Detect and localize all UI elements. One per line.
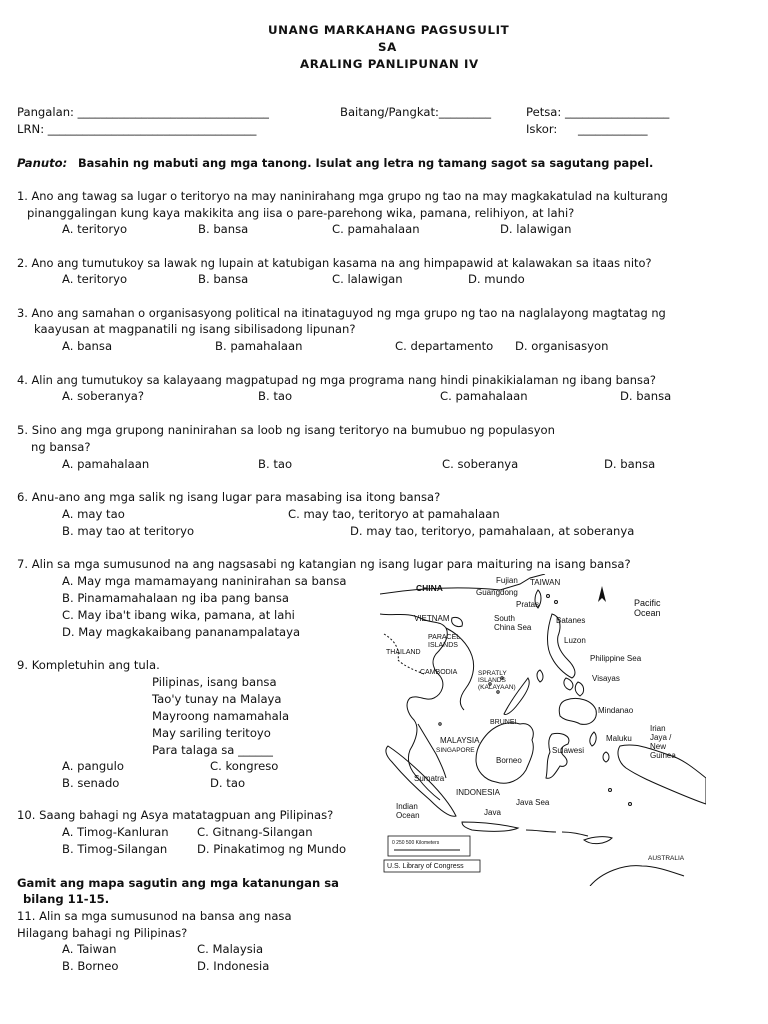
poem-line: Para talaga sa ______	[152, 743, 273, 757]
q4-choice-a[interactable]: A. soberanya?	[62, 389, 145, 403]
question-3: 3. Ano ang samahan o organisasyong political na itinataguyod ng mga grupo ng tao na naglalayong magtatag ng	[17, 306, 666, 320]
q5-choice-d[interactable]: D. bansa	[604, 457, 656, 471]
q1-choice-b[interactable]: B. bansa	[198, 222, 249, 236]
q10-choice-a[interactable]: A. Timog-Kanluran	[62, 825, 169, 839]
map-label-cambodia: CAMBODIA	[420, 669, 458, 676]
map-label-australia: AUSTRALIA	[648, 855, 685, 862]
q9-choice-a[interactable]: A. pangulo	[62, 759, 124, 773]
q7-choice-b[interactable]: B. Pinamamahalaan ng iba pang bansa	[62, 591, 290, 605]
map-label-fujian: Fujian	[496, 576, 518, 585]
q5-choice-c[interactable]: C. soberanya	[442, 457, 519, 471]
exam-title-sa: SA	[378, 40, 397, 54]
map-label-taiwan: TAIWAN	[530, 578, 561, 587]
map-label-irian: Irian Jaya / New Guinea	[650, 724, 676, 760]
exam-title: UNANG MARKAHANG PAGSUSULIT	[268, 23, 510, 37]
q1-choice-c[interactable]: C. pamahalaan	[332, 222, 420, 236]
map-label-sulawesi: Sulawesi	[552, 746, 585, 755]
q10-choice-c[interactable]: C. Gitnang-Silangan	[197, 825, 313, 839]
q11-choice-a[interactable]: A. Taiwan	[62, 942, 117, 956]
q11-choice-b[interactable]: B. Borneo	[62, 959, 119, 973]
question-10: 10. Saang bahagi ng Asya matatagpuan ang Pilipinas?	[17, 808, 334, 822]
exam-subject: ARALING PANLIPUNAN IV	[300, 57, 479, 71]
map-label-spratly: SPRATLY ISLANDS (KALAYAAN)	[478, 670, 516, 691]
map-label-malaysia: MALAYSIA	[440, 736, 480, 745]
sulawesi-island	[546, 733, 569, 778]
q3-choice-d[interactable]: D. organisasyon	[515, 339, 609, 353]
q5-choice-b[interactable]: B. tao	[258, 457, 293, 471]
java-island	[462, 822, 518, 831]
baitang-field[interactable]: Baitang/Pangkat:_________	[340, 105, 492, 119]
q3-choice-a[interactable]: A. bansa	[62, 339, 113, 353]
map-label-south-china-sea: South China Sea	[494, 614, 532, 632]
poem-line: Tao'y tunay na Malaya	[152, 692, 282, 706]
q2-choice-b[interactable]: B. bansa	[198, 272, 249, 286]
map-label-pratas: Pratas	[516, 600, 540, 609]
q7-choice-a[interactable]: A. May mga mamamayang naninirahan sa bansa	[62, 574, 347, 588]
poem-line: Mayroong namamahala	[152, 709, 290, 723]
borneo-island	[476, 723, 533, 783]
q1-choice-a[interactable]: A. teritoryo	[62, 222, 128, 236]
question-6: 6. Anu-ano ang mga salik ng isang lugar para masabing isa itong bansa?	[17, 490, 441, 504]
map-credit: U.S. Library of Congress	[387, 863, 464, 870]
q6-choice-d[interactable]: D. may tao, teritoryo, pamahalaan, at soberanya	[350, 524, 635, 538]
map-label-batanes: Batanes	[556, 616, 586, 625]
q3-choice-b[interactable]: B. pamahalaan	[215, 339, 303, 353]
southeast-asia-map	[380, 574, 706, 886]
map-label-maluku: Maluku	[606, 734, 632, 743]
lrn-field[interactable]: LRN: ____________________________________	[17, 122, 257, 136]
map-label-indian-ocean: Indian Ocean	[396, 802, 420, 820]
map-instructions-cont: bilang 11-15.	[23, 892, 110, 906]
question-11: 11. Alin sa mga sumusunod na bansa ang nasa	[17, 909, 292, 923]
q1-choice-d[interactable]: D. lalawigan	[500, 222, 572, 236]
map-label-luzon: Luzon	[564, 636, 586, 645]
q2-choice-c[interactable]: C. lalawigan	[332, 272, 403, 286]
question-4: 4. Alin ang tumutukoy sa kalayaang magpatupad ng mga programa nang hindi pinakikialaman ng ibang bansa?	[17, 373, 656, 387]
q4-choice-d[interactable]: D. bansa	[620, 389, 672, 403]
q2-choice-d[interactable]: D. mundo	[468, 272, 525, 286]
q2-choice-a[interactable]: A. teritoryo	[62, 272, 128, 286]
q11-choice-c[interactable]: C. Malaysia	[197, 942, 264, 956]
question-2: 2. Ano ang tumutukoy sa lawak ng lupain at katubigan kasama na ang himpapawid at kalawakan sa itaas nito?	[17, 256, 652, 270]
map-scale-label: 0 250 500 Kilometers	[392, 840, 440, 846]
map-label-visayas: Visayas	[592, 674, 620, 683]
map-label-brunei: BRUNEI	[490, 719, 517, 726]
q10-choice-d[interactable]: D. Pinakatimog ng Mundo	[197, 842, 347, 856]
q9-choice-b[interactable]: B. senado	[62, 776, 120, 790]
north-arrow-icon	[598, 586, 606, 602]
panuto-label: Panuto:	[17, 156, 68, 170]
map-label-singapore: SINGAPORE	[436, 747, 475, 754]
q3-choice-c[interactable]: C. departamento	[395, 339, 494, 353]
australia-coast	[590, 866, 684, 886]
question-1-cont: pinanggalingan kung kaya makikita ang iisa o pare-parehong wika, pamana, relihiyon, at lahi?	[27, 206, 575, 220]
q9-choice-c[interactable]: C. kongreso	[210, 759, 279, 773]
map-label-vietnam: VIETNAM	[414, 614, 450, 623]
q10-choice-b[interactable]: B. Timog-Silangan	[62, 842, 168, 856]
q7-choice-d[interactable]: D. May magkakaibang pananampalataya	[62, 625, 301, 639]
question-7: 7. Alin sa mga sumusunod na ang nagsasabi ng katangian ng isang lugar para maituring na isang bansa?	[17, 557, 631, 571]
question-11-cont: Hilagang bahagi ng Pilipinas?	[17, 926, 188, 940]
poem-line: May sariling teritoyo	[152, 726, 271, 740]
iskor-label: Iskor:	[526, 122, 558, 136]
iskor-field[interactable]: ____________	[578, 122, 648, 136]
q9-choice-d[interactable]: D. tao	[210, 776, 246, 790]
map-label-java: Java	[484, 808, 501, 817]
map-label-borneo: Borneo	[496, 756, 522, 765]
map-label-guangdong: Guangdong	[476, 588, 518, 597]
pangalan-field[interactable]: Pangalan: _________________________________	[17, 105, 269, 119]
q4-choice-c[interactable]: C. pamahalaan	[440, 389, 528, 403]
mindanao-island	[559, 698, 596, 724]
map-label-sumatra: Sumatra	[414, 774, 445, 783]
map-label-thailand: THAILAND	[386, 649, 421, 656]
poem-line: Pilipinas, isang bansa	[152, 675, 277, 689]
question-5-cont: ng bansa?	[31, 440, 91, 454]
q6-choice-c[interactable]: C. may tao, teritoryo at pamahalaan	[288, 507, 500, 521]
map-label-indonesia: INDONESIA	[456, 788, 501, 797]
q11-choice-d[interactable]: D. Indonesia	[197, 959, 270, 973]
q5-choice-a[interactable]: A. pamahalaan	[62, 457, 150, 471]
map-label-java-sea: Java Sea	[516, 798, 550, 807]
china-coast	[380, 574, 545, 594]
question-3-cont: kaayusan at magpanatili ng isang sibilisadong lipunan?	[34, 322, 356, 336]
panuto-text: Basahin ng mabuti ang mga tanong. Isulat ang letra ng tamang sagot sa sagutang papel.	[78, 156, 654, 170]
map-label-pacific: Pacific Ocean	[634, 598, 661, 618]
map-label-philippine-sea: Philippine Sea	[590, 654, 642, 663]
map-instructions: Gamit ang mapa sagutin ang mga katanungan sa	[17, 876, 339, 890]
q6-choice-a[interactable]: A. may tao	[62, 507, 125, 521]
map-label-china: CHINA	[416, 583, 443, 593]
q6-choice-b[interactable]: B. may tao at teritoryo	[62, 524, 195, 538]
question-9: 9. Kompletuhin ang tula.	[17, 658, 160, 672]
map-label-mindanao: Mindanao	[598, 706, 634, 715]
question-5: 5. Sino ang mga grupong naninirahan sa loob ng isang teritoryo na bumubuo ng populasyon	[17, 423, 555, 437]
question-1: 1. Ano ang tawag sa lugar o teritoryo na may naninirahang mga grupo ng tao na may magkakatulad na kulturang	[17, 189, 668, 203]
map-label-paracel: PARACEL ISLANDS	[428, 634, 460, 649]
q7-choice-c[interactable]: C. May iba't ibang wika, pamana, at lahi	[62, 608, 295, 622]
petsa-field[interactable]: Petsa: __________________	[526, 105, 670, 119]
q4-choice-b[interactable]: B. tao	[258, 389, 293, 403]
